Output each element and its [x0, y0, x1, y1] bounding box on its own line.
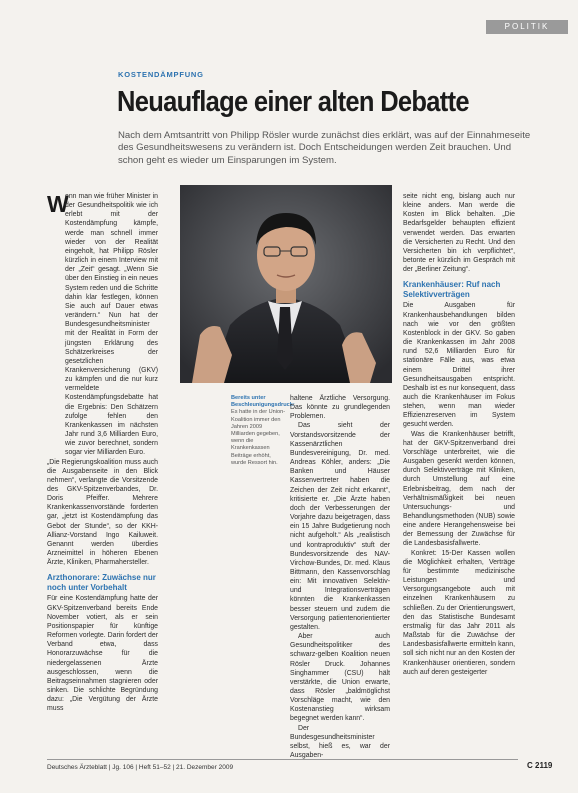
caption-title: Bereits unter Beschleunigungsdruck:	[231, 395, 295, 409]
paragraph: Was die Krankenhäuser betrifft, hat der GKV-Spitzenverband drei Vorschläge unterbreitet, wie die Ausgaben gesenkt werden können, durch Selektivverträge mit Kliniken, durch Umstellung auf eine Erlebnisbeitrag, dem nach der Verhältnismäßigkeit bei neuen Untersuchungs- und Behandlungsmethoden (NUB) sowie eine andere Herangehensweise bei der Bemessung der Zuwächse für die Landesbasisfallwerte.	[403, 430, 515, 548]
paragraph: seite nicht eng, bislang auch nur kleine anders. Man werde die Kosten im Blick behalten. „Die Bedarfsgelder behaupten effizient verwendet werden. Das erwarten die Versicherten zu Recht. Und den Versicherten bin ich verpflichtet“, betonte er kürzlich im Gespräch mit der „Berliner Zeitung“.	[403, 193, 515, 274]
paragraph: Die Ausgaben für Krankenhausbehandlungen bilden nach wie vor den größten Kostenblock in der GKV. So gaben die Krankenkassen im Jahr 2008 rund 52,6 Milliarden Euro für stationäre Fälle aus, was etwa einem Drittel ihrer Gesundheitsausgaben entspricht. Deshalb ist es nur konsequent, dass auch die Krankenhäuser im Fokus stehen, wenn man wieder Effizienzreserven im System gesucht werden.	[403, 302, 515, 429]
page-number: C 2119	[527, 761, 553, 770]
paragraph: enn man wie früher Minister in der Gesundheitspolitik wie ich erlebt mit der Kostendämpfung kämpfe, werde man schnell immer wieder von der Realität eingeholt, hat Philipp Rösler kürzlich in einem Interview mit der „Zeit“ gesagt. „Wenn Sie über den Einstieg in ein neues System reden und die Schritte dahin klar festlegen, können Sie auch auf Dauer etwas verändern.“ Nun hat der Bundesgesundheitsminister mit der Realität in Form der jüngsten Erklärung des Schätzerkreises der gesetzlichen Krankenversicherung (GKV) zu kämpfen und die nur kurz vermeldete Kostendämpfungsdebatte hat die Ergebnis: Den Schätzern zufolge fehlen den Krankenkassen im nächsten Jahr rund 3,6 Milliarden Euro, wie zuvor berechnet, sondern sogar vier Milliarden Euro.	[65, 193, 158, 457]
subheading: Arzthonorare: Zuwächse nur noch unter Vorbehalt	[47, 573, 156, 592]
caption-text: Es hatte in der Union-Koalition immer den Jahren 2009 Milliarden gegeben, wenn die Krankenkassen Beiträge erhöht, wurde Ressort hin.	[231, 409, 286, 466]
portrait-photo-illustration	[180, 185, 392, 383]
drop-cap: W	[47, 191, 69, 217]
paragraph: Der Bundesgesundheitsminister selbst, hieß es, war der Ausgaben-	[290, 724, 390, 760]
subheading: Krankenhäuser: Ruf nach Selektivverträgen	[403, 280, 501, 299]
article-column-1	[47, 192, 158, 713]
article-column-2	[290, 394, 390, 760]
paragraph: Für eine Kostendämpfung hatte der GKV-Spitzenverband bereits Ende November votiert, als er sein Positionspapier für künftige Reformen vorlegte. Darin fordert der Verband etwa, dass Honorarzuwächse für die niedergelassenen Ärzte ausgeschlossen, wenn die Beitragseinnahmen stagnieren oder sinken. Die schlichte Begründung dazu: „Die Vergütung der Ärzte muss	[47, 595, 158, 713]
headline: Neuauflage einer alten Debatte	[117, 86, 469, 118]
paragraph: Konkret: 15-Der Kassen wollen die Möglichkeit erhalten, Verträge für bestimmte medizinische Leistungen und Versorgungsangebote auch mit einzelnen Krankenhäusern zu schließen. Zu der Orientierungswert, den das Statistische Bundesamt erstmalig für das Jahr 2011 als Maßstab für die Zuwächse der Landesbasisfallwerte ermitteln kann, soll sich nicht nur an den Kosten der Krankenhäuser orientieren, sondern auch auf deren gesteigerter	[403, 549, 515, 676]
lead-paragraph: Nach dem Amtsantritt von Philipp Rösler wurde zunächst dies erklärt, was auf der Einnahmeseite des Gesundheitswesens zu verändern ist. Doch Entscheidungen werden Zeit brauchen. Und schon geht es wieder um Einsparungen im System.	[118, 130, 531, 166]
kicker: KOSTENDÄMPFUNG	[118, 70, 204, 79]
paragraph: Das sieht der Vorstandsvorsitzende der Kassenärztlichen Bundesvereinigung, Dr. med. Andreas Köhler, anders: „Die Banken und Häuser Kassenvertreter haben die Zeichen der Zeit nicht erkannt“, kritisierte er. „Die Ärzte haben doch der Verbesserungen der Vorjahre dazu beigetragen, dass ein 15 Jahre Budgetierung noch nicht aufgeholt.“ Als „realistisch und kontraproduktiv“ stuft der Bundesvorsitzende des NAV-Virchow-Bundes, Dr. med. Klaus Bittmann, den Kassenvorschlag ein: Mit innovativen Selektiv- und Integrationsverträgen könnten die Krankenkassen besser steuern und zudem die Versorgung patientenorientierter gestalten.	[290, 422, 390, 631]
portrait-photo	[180, 185, 392, 383]
section-label: POLITIK	[486, 20, 568, 34]
photo-caption	[231, 395, 295, 467]
paragraph: haltene Ärztliche Versorgung. Das könnte zu grundlegenden Problemen.	[290, 395, 390, 421]
footer-citation: Deutsches Ärzteblatt | Jg. 106 | Heft 51–52 | 21. Dezember 2009	[47, 764, 234, 771]
paragraph: Aber auch Gesundheitspolitiker des schwarz-gelben Koalition neuen Rösler Druck. Johannes Singhammer (CSU) hält verstärkte, die Union erwarte, dass Rösler „baldmöglichst Vorschläge macht, wie den Kostenanstieg wirksam begegnet werden kann“.	[290, 633, 390, 723]
footer-rule	[47, 759, 518, 760]
article-column-3	[403, 192, 515, 677]
paragraph: „Die Regierungskoalition muss auch die Ausgabenseite in den Blick nehmen“, verlangte die Vorsitzende des GKV-Spitzenverbandes, Dr. Doris Pfeiffer. Mehrere Krankenkassenvorstände forderten gar, „jetzt ist Kostendämpfung das Gebot der Stunde“, so der KKH-Allianz-Vorstand Ingo Kailuweit. Genannt werden überdies Arzneimittel in höheren Ebenen Ärzte, Kliniken, Pharmahersteller.	[47, 458, 158, 567]
